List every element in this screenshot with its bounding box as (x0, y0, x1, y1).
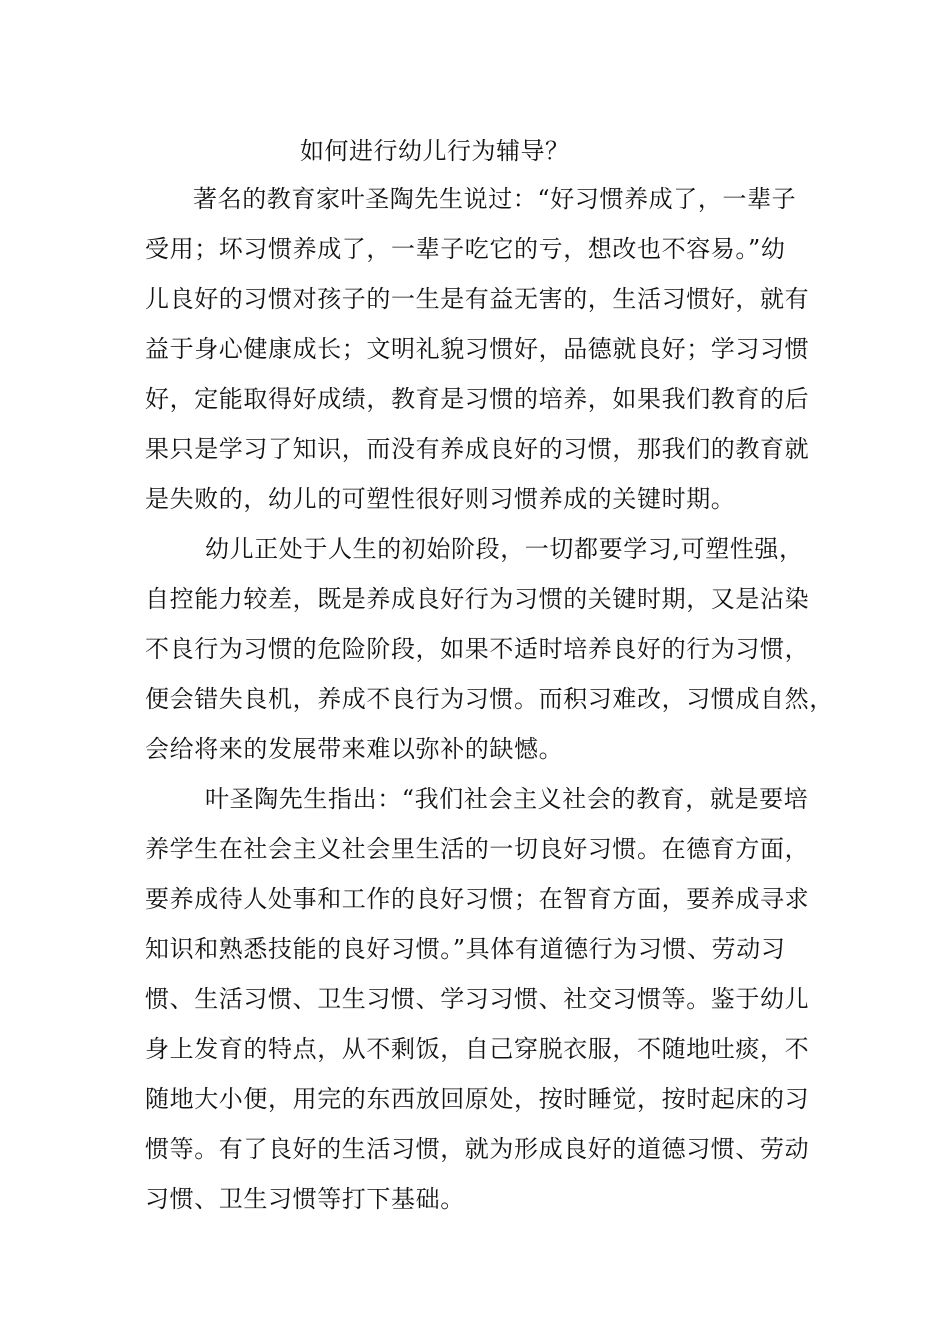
paragraph-1-line-7: 是失败的，幼儿的可塑性很好则习惯养成的关键时期。 (145, 485, 736, 513)
paragraph-3-line-5: 惯、生活习惯、卫生习惯、学习习惯、社交习惯等。鉴于幼儿 (145, 985, 810, 1013)
paragraph-1-line-5: 好，定能取得好成绩，教育是习惯的培养，如果我们教育的后 (145, 385, 810, 413)
document-title: 如何进行幼儿行为辅导？ (300, 137, 570, 165)
paragraph-2-line-1: 幼儿正处于人生的初始阶段，一切都要学习,可塑性强， (205, 535, 804, 563)
paragraph-3-line-6: 身上发育的特点，从不剩饭，自己穿脱衣服，不随地吐痰，不 (145, 1035, 810, 1063)
paragraph-3-line-4: 知识和熟悉技能的良好习惯。”具体有道德行为习惯、劳动习 (145, 935, 786, 963)
paragraph-1-line-1: 著名的教育家叶圣陶先生说过：“好习惯养成了，一辈子 (193, 185, 797, 213)
paragraph-1-line-3: 儿良好的习惯对孩子的一生是有益无害的，生活习惯好，就有 (145, 285, 810, 313)
paragraph-3-line-2: 养学生在社会主义社会里生活的一切良好习惯。在德育方面， (145, 835, 810, 863)
paragraph-3-line-9: 习惯、卫生习惯等打下基础。 (145, 1185, 465, 1213)
paragraph-3-line-1: 叶圣陶先生指出：“我们社会主义社会的教育，就是要培 (205, 785, 809, 813)
paragraph-3-line-7: 随地大小便，用完的东西放回原处，按时睡觉，按时起床的习 (145, 1085, 810, 1113)
paragraph-1-line-2: 受用；坏习惯养成了，一辈子吃它的亏，想改也不容易。”幼 (145, 235, 786, 263)
paragraph-3-line-3: 要养成待人处事和工作的良好习惯；在智育方面，要养成寻求 (145, 885, 810, 913)
paragraph-3-line-8: 惯等。有了良好的生活习惯，就为形成良好的道德习惯、劳动 (145, 1135, 810, 1163)
paragraph-1-line-4: 益于身心健康成长；文明礼貌习惯好，品德就良好；学习习惯 (145, 335, 810, 363)
paragraph-1-line-6: 果只是学习了知识，而没有养成良好的习惯，那我们的教育就 (145, 435, 810, 463)
paragraph-2-line-2: 自控能力较差，既是养成良好行为习惯的关键时期，又是沾染 (145, 585, 810, 613)
paragraph-2-line-4: 便会错失良机，养成不良行为习惯。而积习难改，习惯成自然， (145, 685, 834, 713)
paragraph-2-line-3: 不良行为习惯的危险阶段，如果不适时培养良好的行为习惯， (145, 635, 810, 663)
paragraph-2-line-5: 会给将来的发展带来难以弥补的缺憾。 (145, 735, 564, 763)
